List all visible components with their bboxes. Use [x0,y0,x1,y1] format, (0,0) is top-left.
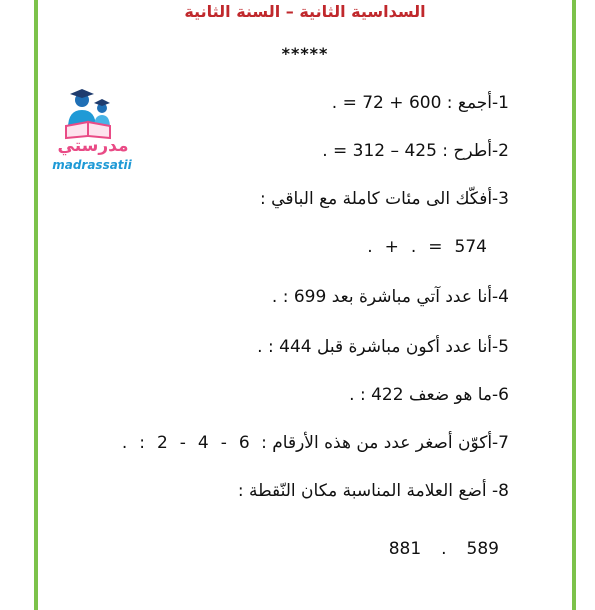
q8-number-left: 881 [388,539,422,559]
stars-separator: ***** [281,44,329,63]
question-5: 5-أنا عدد أكون مباشرة قبل 444 : . [257,337,509,357]
q3-blank-1: . [410,237,417,257]
q7-digit-4: 4 [197,433,209,453]
page-border-right [572,0,576,610]
question-7-digits [116,433,256,453]
q8-blank: . [441,539,447,559]
logo-text-arabic: مدرستي [57,136,129,156]
page-border-left [34,0,38,610]
question-1: 1-أجمع : 600 + 72 = . [331,93,509,113]
q7-digit-2: 2 [156,433,168,453]
question-3-expression [361,236,493,258]
q3-blank-2: . [367,237,373,257]
question-8-comparison [379,538,509,560]
q7-dash-1: - [220,433,227,453]
q7-dash-2: - [179,433,186,453]
question-6: 6-ما هو ضعف 422 : . [349,385,509,405]
q7-colon: : [139,433,145,453]
q7-blank: . [121,433,128,453]
question-7 [116,432,509,454]
question-3: 3-أفكّك الى مئات كاملة مع الباقي : [260,189,509,209]
q3-equals: = [428,237,443,257]
q8-number-right: 589 [466,539,499,559]
q3-plus: + [384,237,399,257]
q3-number: 574 [454,237,487,257]
q7-digit-6: 6 [238,433,250,453]
page-title: السداسية الثانية – السنة الثانية [184,2,426,21]
question-2: 2-أطرح : 425 – 312 = . [322,141,509,161]
question-4: 4-أنا عدد آتي مباشرة بعد 699 : . [271,287,509,307]
question-7-text: 7-أكوّن أصغر عدد من هذه الأرقام : [261,433,509,453]
question-8: 8- أضع العلامة المناسبة مكان النّقطة : [237,481,509,501]
logo-text-latin: madrassatii [52,158,132,172]
